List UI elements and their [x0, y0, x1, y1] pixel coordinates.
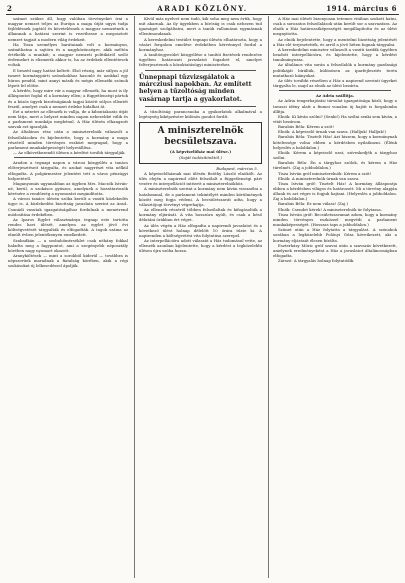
paragraph: Szabadkán — a szobahőmérséklet csak néhány fokkal haladta meg a fagypontot, ami a szegényebb néposztály körében nagy nyomort okozott. [8, 237, 128, 253]
paragraph: Elnök: A képviselő úrnak van szava. (Halljuk! Halljuk!) [278, 129, 386, 135]
paragraph: A Ház mai ülését bizonyosan tetemes vitában szokott hatni, csak a sorozatos felszólalások után került sor a szavazásra. Az elnök a Ház határozatképességét megállapította és az ülést megnyitotta. [273, 16, 397, 37]
paragraph: Elnök: Ki kíván szólni? (Senki!) Ha szólni senki sem kíván, a vitát bezárom. [273, 113, 397, 124]
paragraph: Az általános rész után a miniszterelnök válaszolt a felszólalásokra és kijelentette, hogy a kormány a maga részéről minden törvényes eszközt megragad, hogy a parlament munkaképességét helyreállítsa. [8, 129, 128, 150]
article-title: A miniszterelnök becsületszava. [157, 125, 244, 147]
note-line: — Az elkövetkezendő ülésen a kérdést tovább tárgyalják. [13, 150, 126, 156]
paragraph: Ezt a nézetet az ellenzék is vallja, de a kibontakozás útját nem látja, mert a helyzet minden napon nehezebbé válik és a parlament munkája megbénul. A Ház ülésén elhangzott szavak ezt igazolják. [8, 108, 128, 130]
divider [14, 157, 122, 158]
paragraph: A tűzoltóság parancsnoka a gyakorlatok alkalmával a legénység kiképzésére különös gondot fordít. [139, 109, 262, 120]
column-divider-2 [268, 16, 269, 578]
dateline: Budapest, március 5. [216, 165, 258, 171]
paragraph: Zárszó: A tárgyalás holnap folytatódik. [278, 258, 355, 264]
paragraph: Szünet után a Ház folytatta a tárgyalást. A szónokok sorában a legközelebb Polónyi Géza következett, aki a kormány eljárását élesen bírálta. [273, 227, 397, 243]
divider [145, 106, 256, 107]
paragraph: Barabás Béla: Kérem a szót! [278, 124, 334, 130]
column-3 [273, 16, 397, 578]
paragraph: A városi tanács ülésén szóba került a vasúti közlekedés ügye is. A közlekedési bizottság javaslata szerint az Arad–Csanádi vasutak igazgatóságához fordulnak a menetrend módosítása érdekében. [8, 196, 128, 217]
paragraph: A képviselőháznak mai ülésén Beöthy László elnökölt. Az ülés elején a napirend előtt felszólalt a függetlenségi párt vezére és interpellációt intézett a miniszterelnökhöz. [139, 170, 262, 187]
paragraph: Tisza István gróf miniszterelnök: Kérem a szót! [278, 170, 372, 176]
paragraph: Az Adria tengerhajózási társulat igazgatósága közli, hogy a tavaszi idény alatt a fiumei vonalon új hajóit is forgalomba állítja. [273, 98, 397, 114]
paragraph: Elnök: Csendet kérek! A miniszterelnök úr folytassa. [278, 206, 382, 212]
paragraph: Az általános vita során a felszólalók a kormány gazdasági politikáját bírálták, különösen az iparfejlesztés terén mutatkozó hiányokat. [273, 62, 397, 78]
paragraph: Maganyomás ugyanabban az ügyben Mrs. Maczók István-né, kerül, a szokásos gyászos, amelynek a hozzátartozók kérésére a rendőrség a nyomozást megindította. [8, 180, 128, 197]
paragraph: Barabás Béla: Tisztelt Ház! Azt hiszem, hogy a kormánynak kötelessége volna ebben a kérdésben nyilatkozni. (Élénk helyeslés a baloldalon.) [273, 134, 397, 150]
paragraph: számot szükse áll, hogy valóban törvényeket írni a magyar nemzet teljes az Európa a maga útját ugyis tudja fejlődésnek jogától és követelésnek a magyar nemzetnek a államnak a határai szerint is vezethesse a megosztott nemzet tagjait a modern világ érdekeit. [8, 16, 128, 42]
paragraph: Az elnök bejelentette, hogy a mentelmi bizottság jelentését a Ház elé terjesztették, és arról a jövő héten fognak tárgyalni. [273, 36, 397, 47]
paragraph: Az ülés végén a Ház elfogadta a napirendi javaslatot és a következő ülést holnap délelőtt 10 órára tűzte ki. A napirenden a költségvetési vita folytatása szerepel. [139, 222, 262, 238]
divider [145, 70, 256, 71]
paragraph: Barabás Béla: Ez nem válasz! (Zaj.) [278, 201, 348, 207]
paragraph: Kívül más nyelvet nem tudó, kik soha meg nem értik, hogy mit akarnak. Az ily ügyekben a bíróság is csak nehezen tud igazságot szolgáltatni, mert a tanúk vallomásai egymásnak ellentmondanak. [139, 16, 262, 37]
paragraph: Az Iparos Egylet választmánya tegnap este tartotta rendes havi ülését, amelyen az egylet jövő évi költségvetését tárgyalták és elfogadták. A tagok száma az elmúlt évben jelentékenyen emelkedett. [8, 216, 128, 238]
header-rule [6, 14, 399, 15]
paragraph: A kereskedelmi miniszter válaszolt a vasúti tarifák ügyében beadott interpellációra, és kijelentette, hogy a kérdést tanulmányozza. [273, 46, 397, 63]
column-2 [139, 16, 262, 578]
paragraph: A kereskedelmi testület tegnapi ülésén elhatározta, hogy a vásári forgalom emelése érdekében kérvénnyel fordul a kormányhoz. [139, 36, 262, 52]
paragraph: E beszéd nagy hatást keltett. Első részig, már súlyos a jól ismert kormánypárti szónokokhoz hasonló és azokkal egy húron pendül, mint annyi másik és mégis ellenzéki szónok lépett fel előtte. [8, 67, 128, 89]
paragraph: Az interpellációra adott válaszát a Ház tudomásul vette, az ellenzék azonban kijelentette, hogy a kérdést a legközelebbi ülésen újra szóba hozza. [139, 238, 262, 254]
article-subtitle: (A képviselőház mai ülése.) [169, 148, 232, 154]
paragraph: Tisza István gróf: Tisztelt Ház! A kormány álláspontja ebben a kérdésben világos és határozott. Mi a törvény alapján állunk és azt végre is fogjuk hajtani. (Helyeslés a jobboldalon. Zaj a baloldalon.) [273, 180, 397, 202]
article-source: (Saját tudósítónktól.) [179, 154, 222, 160]
article-headline-box [139, 122, 262, 164]
paragraph: Tisza István gróf: Becsületszavamat adom, hogy a kormány minden törvényes eszközzel megvédi a parlament munkaképességét. (Hosszas taps a jobboldalon.) [273, 211, 397, 228]
paragraph: Eszterházy Móric gróf szavai után a szavazás következett, amelynek eredményeként a Ház a javaslatot általánosságban elfogadta. [273, 242, 397, 259]
issue-date: 1914. március 6 [326, 4, 397, 13]
paragraph: A miniszterelnök szerint a kormány nem kíván visszaélni a hatalommal, de a parlament tekintélyét minden körülmények között meg fogja védeni. A becsületszavát adta, hogy a választójogi törvényt végrehajtja. [139, 186, 262, 207]
paragraph: A kérdés, hogy mire vár a magyar ellenzék, ha most is ily álláspontot foglal el a kormány ellen; a függetlenségi pártok és a közös ügyek bizottságának tagjai között súlyos ellentét feszül, amelyet csak a nemzet érdeke hidalhat át. [8, 88, 128, 109]
paragraph: A tanítóegyesület közgyűlése a tanítói fizetések rendezése ügyében határozati javaslatot fogadott el, amelyet felterjesztenek a közoktatásügyi miniszterhez. [139, 52, 262, 68]
page-number: 2 [7, 4, 13, 13]
paragraph: Az ülés további részében a Ház a napirend szerinti ügyeket tárgyalta le, majd az elnök az ülést bezárta. [273, 77, 397, 89]
masthead: ARADI KÖZLÖNY. [157, 4, 248, 13]
paragraph: Aranyköltések — mint a sorokból kiderül — továbbra is népszerűek maradnak a fiatalság körében, akik a régi szokásokat új lelkesedéssel ápolják. [8, 253, 128, 269]
bold-notice: Ünnepnapi tűzvizsgálatok a márcziusi napokban. Az említett helyen a tűzoltóság minden vasárnap tartja a gyakorlatot. [139, 73, 252, 103]
column-1 [8, 16, 128, 578]
paragraph: Elnök: Kérem a képviselő urat, szíveskedjék a tárgyhoz szólni. [273, 149, 397, 161]
section-heading: Az Adria szállítja. [315, 93, 355, 99]
page-header [0, 0, 405, 15]
divider [279, 90, 391, 91]
paragraph: Aradon a tegnapi napon a városi közgyűlés a tanács előterjesztéseit tárgyalta, és azokat nagyrészt vita nélkül elfogadta. A polgármester jelentést tett a város pénzügyi helyzetéről. [8, 160, 128, 181]
column-divider-1 [134, 16, 135, 578]
paragraph: Barabás Béla: Én a tárgyhoz szólok, és kérem a Ház türelmét. (Zaj a jobboldalon.) [273, 160, 397, 171]
paragraph: Elnök: A miniszterelnök úrnak van szava. [278, 175, 360, 181]
paragraph: Ha Tisza személyes barátainak volt a kormányon, számíthatna a sajtóra és a nagyközönségre, akik méltón értékelik a munkát; a magyar nemzeti politikáról szóló érdemeket is elismerik akkor is, ha az érdekek ellentétesek voltak. [8, 41, 128, 68]
paragraph: Az ellenzék részéről többen felszólaltak és kifogásolták a kormány eljárását. A vita hosszúra nyúlt, és csak a késő délutáni órákban ért véget. [139, 207, 262, 223]
